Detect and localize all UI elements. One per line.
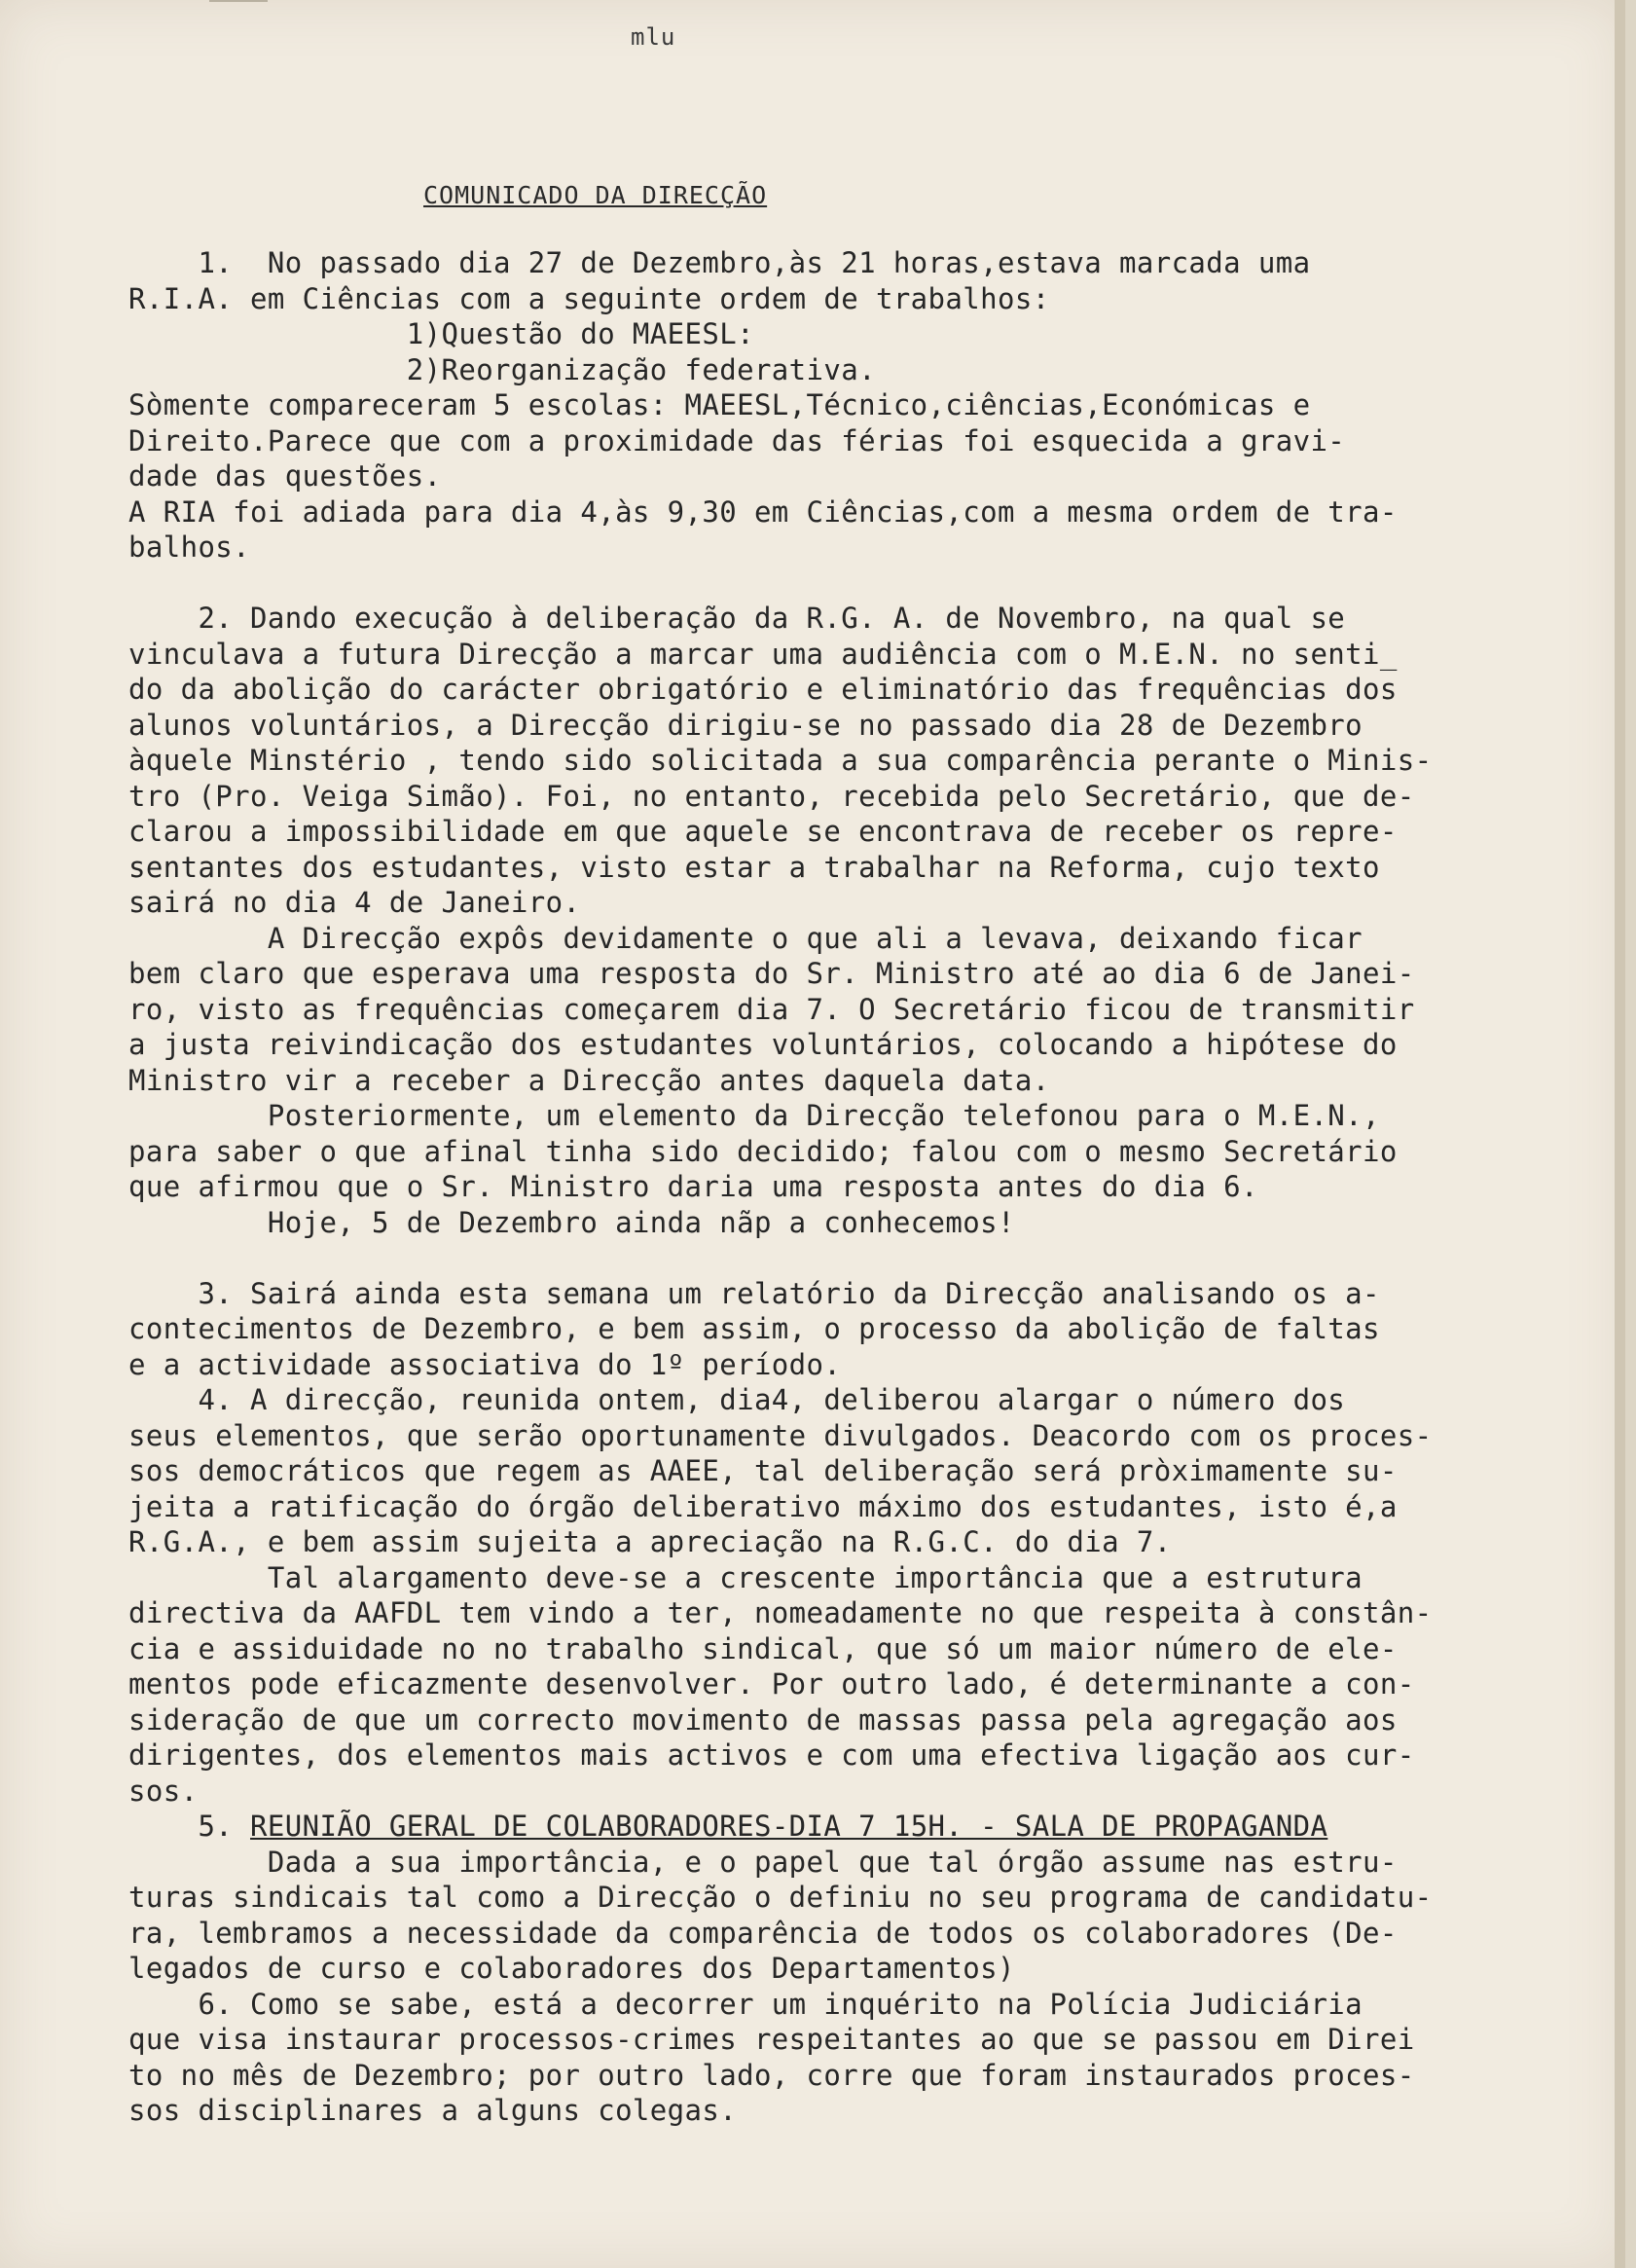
text-line: sos. xyxy=(128,1774,199,1808)
text-line: clarou a impossibilidade em que aquele se encontrava de receber os repre- xyxy=(128,815,1398,848)
text-line: contecimentos de Dezembro, e bem assim, o processo da abolição de faltas xyxy=(128,1312,1380,1345)
text-line: que afirmou que o Sr. Ministro daria uma resposta antes do dia 6. xyxy=(128,1170,1258,1203)
section-number: 5. xyxy=(128,1810,251,1843)
text-line: que visa instaurar processos-crimes respeitantes ao que se passou em Direi xyxy=(128,2023,1415,2056)
pencil-mark xyxy=(209,0,268,2)
text-line: dirigentes, dos elementos mais activos e com uma efectiva ligação aos cur- xyxy=(128,1738,1415,1772)
text-line: Posteriormente, um elemento da Direcção telefonou para o M.E.N., xyxy=(128,1099,1380,1132)
text-line: 1. No passado dia 27 de Dezembro,às 21 horas,estava marcada uma xyxy=(128,246,1311,279)
document-title: COMUNICADO DA DIRECÇÃO xyxy=(423,181,768,209)
text-line: 3. Sairá ainda esta semana um relatório da Direcção analisando os a- xyxy=(128,1276,1380,1310)
text-line: jeita a ratificação do órgão deliberativo máximo dos estudantes, isto é,a xyxy=(128,1489,1398,1523)
text-line: Dada a sua importância, e o papel que tal órgão assume nas estru- xyxy=(128,1845,1398,1879)
text-line: e a actividade associativa do 1º período. xyxy=(128,1347,842,1381)
paragraph-4 xyxy=(128,1382,1569,1809)
text-line: 4. A direcção, reunida ontem, dia4, deliberou alargar o número dos xyxy=(128,1383,1346,1416)
text-line: mentos pode eficazmente desenvolver. Por outro lado, é determinante a con- xyxy=(128,1667,1415,1701)
text-line: a justa reivindicação dos estudantes voluntários, colocando a hipótese do xyxy=(128,1028,1398,1061)
text-line: Ministro vir a receber a Direcção antes daquela data. xyxy=(128,1063,1050,1097)
paragraph-5 xyxy=(128,1809,1569,1987)
text-line: turas sindicais tal como a Direcção o definiu no seu programa de candidatu- xyxy=(128,1881,1433,1914)
text-line: Direito.Parece que com a proximidade das férias foi esquecida a gravi- xyxy=(128,423,1346,457)
text-line: àquele Minstério , tendo sido solicitada a sua comparência perante o Minis- xyxy=(128,744,1433,777)
text-line: do da abolição do carácter obrigatório e eliminatório das frequências dos xyxy=(128,673,1398,706)
text-line: tro (Pro. Veiga Simão). Foi, no entanto, recebida pelo Secretário, que de- xyxy=(128,779,1415,813)
paragraph-gap xyxy=(128,1240,1569,1276)
paragraph-6 xyxy=(128,1987,1569,2129)
text-line: 2)Reorganização federativa. xyxy=(128,352,876,386)
text-line: alunos voluntários, a Direcção dirigiu-se no passado dia 28 de Dezembro xyxy=(128,708,1363,742)
text-line: to no mês de Dezembro; por outro lado, corre que foram instaurados proces- xyxy=(128,2058,1415,2092)
paragraph-gap xyxy=(128,566,1569,602)
text-line: Hoje, 5 de Dezembro ainda nãp a conhecemos! xyxy=(128,1205,1015,1239)
text-line: dade das questões. xyxy=(128,459,442,493)
text-line: balhos. xyxy=(128,530,251,564)
text-line: Sòmente compareceram 5 escolas: MAEESL,Técnico,ciências,Económicas e xyxy=(128,388,1311,421)
text-line: sos disciplinares a alguns colegas. xyxy=(128,2094,738,2127)
text-line: para saber o que afinal tinha sido decidido; falou com o mesmo Secretário xyxy=(128,1134,1398,1168)
text-line: A RIA foi adiada para dia 4,às 9,30 em Ciências,com a mesma ordem de tra- xyxy=(128,494,1398,529)
text-line: cia e assiduidade no no trabalho sindical, que só um maior número de ele- xyxy=(128,1631,1398,1665)
paragraph-2 xyxy=(128,601,1569,1240)
text-line: seus elementos, que serão oportunamente divulgados. Deacordo com os proces- xyxy=(128,1418,1433,1452)
text-line: sos democráticos que regem as AAEE, tal deliberação será pròximamente su- xyxy=(128,1454,1398,1487)
text-line: A Direcção expôs devidamente o que ali a levava, deixando ficar xyxy=(128,921,1363,955)
text-line: directiva da AAFDL tem vindo a ter, nomeadamente no que respeita à constân- xyxy=(128,1596,1433,1629)
text-line: sideração de que um correcto movimento de massas passa pela agregação aos xyxy=(128,1702,1398,1737)
section-heading-line xyxy=(128,1809,1569,1845)
text-line: bem claro que esperava uma resposta do Sr. Ministro até ao dia 6 de Janei- xyxy=(128,957,1415,990)
paragraph-3 xyxy=(128,1276,1569,1383)
text-line: R.I.A. em Ciências com a seguinte ordem de trabalhos: xyxy=(128,281,1050,315)
text-line: 1)Questão do MAEESL: xyxy=(128,317,754,350)
text-line: 2. Dando execução à deliberação da R.G. A. de Novembro, na qual se xyxy=(128,602,1346,635)
text-line: 6. Como se sabe, está a decorrer um inquérito na Polícia Judiciária xyxy=(128,1987,1363,2021)
page-edge xyxy=(1615,0,1625,2268)
text-line: sentantes dos estudantes, visto estar a trabalhar na Reforma, cujo texto xyxy=(128,850,1380,884)
text-line: ro, visto as frequências começarem dia 7. O Secretário ficou de transmitir xyxy=(128,992,1415,1026)
reference-code: mlu xyxy=(631,23,676,51)
text-line: vinculava a futura Direcção a marcar uma audiência com o M.E.N. no senti_ xyxy=(128,637,1398,671)
text-line: sairá no dia 4 de Janeiro. xyxy=(128,886,581,919)
text-line: ra, lembramos a necessidade da comparência de todos os colaboradores (De- xyxy=(128,1916,1398,1950)
paragraph-1 xyxy=(128,245,1569,566)
text-line: Tal alargamento deve-se a crescente importância que a estrutura xyxy=(128,1560,1363,1594)
text-line: legados de curso e colaboradores dos Departamentos) xyxy=(128,1952,1015,1985)
document-body xyxy=(128,245,1569,2129)
section-heading: REUNIÃO GERAL DE COLABORADORES-DIA 7 15H. - SALA DE PROPAGANDA xyxy=(250,1810,1328,1843)
text-line: R.G.A., e bem assim sujeita a apreciação na R.G.C. do dia 7. xyxy=(128,1525,1172,1558)
